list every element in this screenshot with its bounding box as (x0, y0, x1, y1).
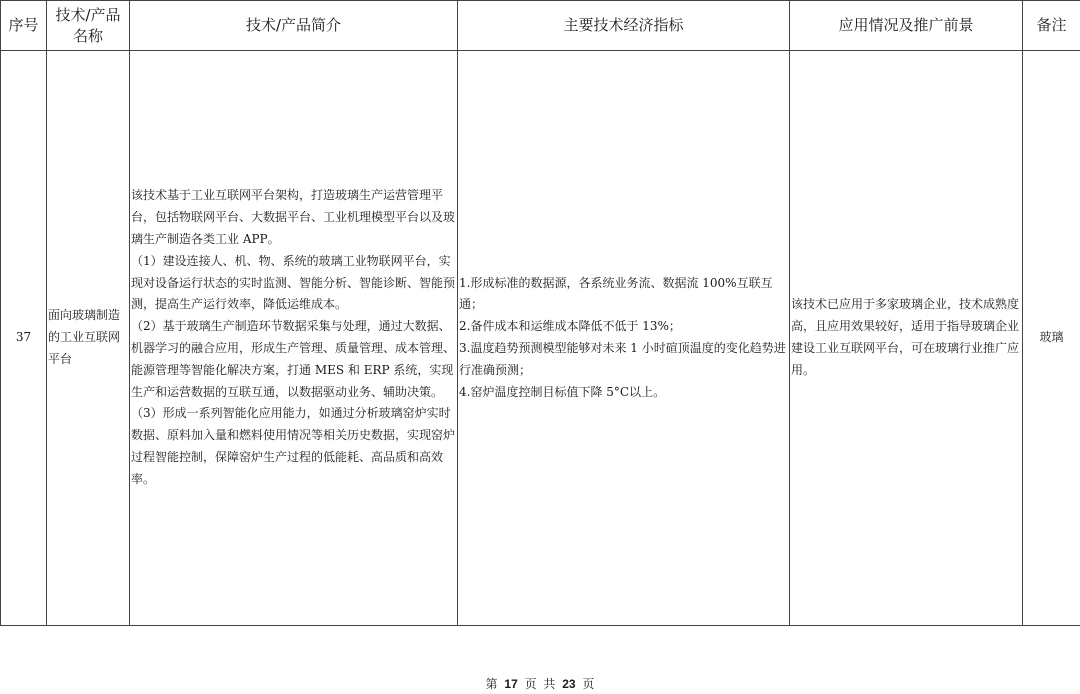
intro-paragraph: 该技术基于工业互联网平台架构，打造玻璃生产运营管理平台，包括物联网平台、大数据平台、工业机理模型平台以及玻璃生产制造各类工业 APP。 (131, 188, 456, 247)
cell-intro (130, 51, 458, 626)
footer-prefix: 第 (485, 677, 498, 691)
header-name: 技术/产品名称 (47, 1, 130, 51)
header-indicators: 主要技术经济指标 (458, 1, 790, 51)
indicator-item: 1.形成标准的数据源，各系统业务流、数据流 100%互联互通； (459, 275, 773, 312)
table-row (1, 51, 1080, 626)
table-header-row (1, 1, 1080, 51)
cell-application: 该技术已应用于多家玻璃企业，技术成熟度高，且应用效果较好，适用于指导玻璃企业建设工业互联网平台，可在玻璃行业推广应用。 (790, 51, 1023, 626)
total-page-number: 23 (562, 677, 576, 691)
indicator-item: 4.窑炉温度控制目标值下降 5°C以上。 (459, 384, 666, 399)
intro-paragraph: （3）形成一系列智能化应用能力，如通过分析玻璃窑炉实时数据、原料加入量和燃料使用情况等相关历史数据，实现窑炉过程智能控制，保障窑炉生产过程的低能耗、高品质和高效率。 (131, 406, 456, 486)
intro-paragraph: （2）基于玻璃生产制造环节数据采集与处理，通过大数据、机器学习的融合应用，形成生产管理、质量管理、成本管理、能源管理等智能化解决方案，打通 MES 和 ERP 系统，实现生产和运营数据的互联互通，以数据驱动业务、辅助决策。 (131, 319, 456, 399)
current-page-number: 17 (504, 677, 518, 691)
page-footer (0, 676, 1080, 692)
footer-middle: 页 共 (524, 677, 556, 691)
cell-name: 面向玻璃制造的工业互联网平台 (47, 51, 130, 626)
header-serial: 序号 (1, 1, 47, 51)
header-application: 应用情况及推广前景 (790, 1, 1023, 51)
header-intro: 技术/产品简介 (130, 1, 458, 51)
indicator-item: 2.备件成本和运维成本降低不低于 13%； (459, 319, 681, 334)
indicator-item: 3.温度趋势预测模型能够对未来 1 小时碹顶温度的变化趋势进行准确预测； (459, 341, 786, 377)
footer-suffix: 页 (582, 677, 595, 691)
intro-paragraph: （1）建设连接人、机、物、系统的玻璃工业物联网平台，实现对设备运行状态的实时监测、智能分析、智能诊断、智能预测，提高生产运行效率，降低运维成本。 (131, 253, 456, 312)
cell-serial: 37 (1, 51, 47, 626)
cell-indicators (458, 51, 790, 626)
cell-note: 玻璃 (1023, 51, 1080, 626)
header-note: 备注 (1023, 1, 1080, 51)
